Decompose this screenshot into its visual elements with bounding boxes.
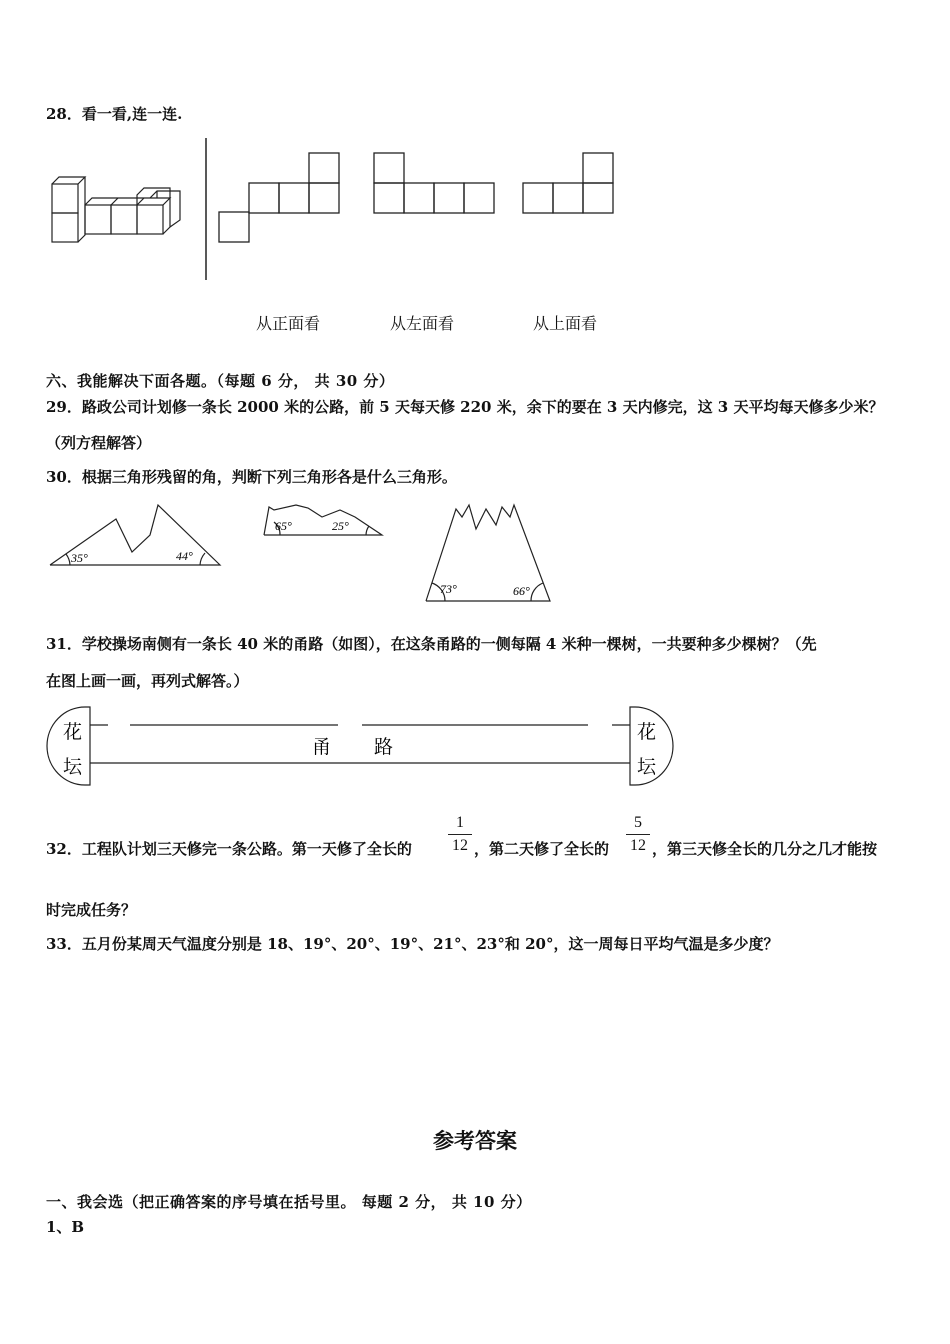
flowerbed-char: 坛 [63, 757, 83, 778]
question-31-line2: 在图上画一画，再列式解答。） [46, 672, 249, 690]
view-label-left: 从左面看 [390, 314, 455, 333]
answers-section-1: 一、我会选（把正确答案的序号填在括号里。 每题 2 分， 共 10 分） [46, 1193, 532, 1211]
flowerbed-char: 花 [637, 722, 657, 743]
q28-figure [40, 135, 640, 295]
answer-1: 1、B [46, 1218, 85, 1236]
q31-road-figure [40, 700, 680, 790]
section-6-heading: 六、我能解决下面各题。（每题 6 分， 共 30 分） [46, 372, 395, 390]
fraction-1-numerator: 1 [456, 814, 464, 831]
angle-label: 44° [176, 549, 193, 563]
flowerbed-char: 坛 [637, 757, 657, 778]
answers-title: 参考答案 [433, 1129, 517, 1153]
question-28-text: 28．看一看,连一连. [46, 105, 183, 123]
question-32-part3: ，第三天修全长的几分之几才能按 [652, 840, 878, 858]
question-31-line1: 31．学校操场南侧有一条长 40 米的甬路（如图），在这条甬路的一侧每隔 4 米种一棵树，一共要种多少棵树？（先 [46, 635, 817, 653]
fraction-1 [448, 814, 472, 855]
flowerbed-char: 花 [63, 722, 83, 743]
question-30-text: 30．根据三角形残留的角，判断下列三角形各是什么三角形。 [46, 468, 457, 486]
angle-label: 66° [513, 584, 530, 598]
angle-label: 35° [71, 551, 88, 565]
isometric-cubes-drawing [52, 177, 180, 242]
question-32-part2: ，第二天修了全长的 [474, 840, 610, 858]
question-33-text: 33．五月份某周天气温度分别是 18、19°、20°、19°、21°、23°和 20°，这一周每日平均气温是多少度？ [46, 935, 779, 953]
view-label-top: 从上面看 [533, 314, 598, 333]
question-29-line1: 29．路政公司计划修一条长 2000 米的公路，前 5 天每天修 220 米，余下的要在 3 天内修完，这 3 天平均每天修多少米？ [46, 398, 884, 416]
fraction-2 [626, 814, 650, 855]
fraction-1-denominator: 12 [452, 837, 468, 854]
road-label: 路 [374, 737, 394, 758]
q30-triangles-figure [40, 495, 580, 610]
view-shape-3 [523, 153, 613, 213]
angle-label: 25° [332, 519, 349, 533]
fraction-2-numerator: 5 [634, 814, 642, 831]
angle-label: 73° [440, 582, 457, 596]
view-label-front: 从正面看 [256, 314, 321, 333]
road-label: 甬 [312, 737, 332, 758]
angle-label: 65° [275, 519, 292, 533]
question-32-line2: 时完成任务？ [46, 901, 137, 919]
question-29-line2: （列方程解答） [46, 434, 152, 452]
question-32-part1: 32．工程队计划三天修完一条公路。第一天修了全长的 [46, 840, 412, 858]
view-shape-2 [374, 153, 494, 213]
fraction-2-denominator: 12 [630, 837, 646, 854]
view-shape-1 [219, 153, 339, 242]
